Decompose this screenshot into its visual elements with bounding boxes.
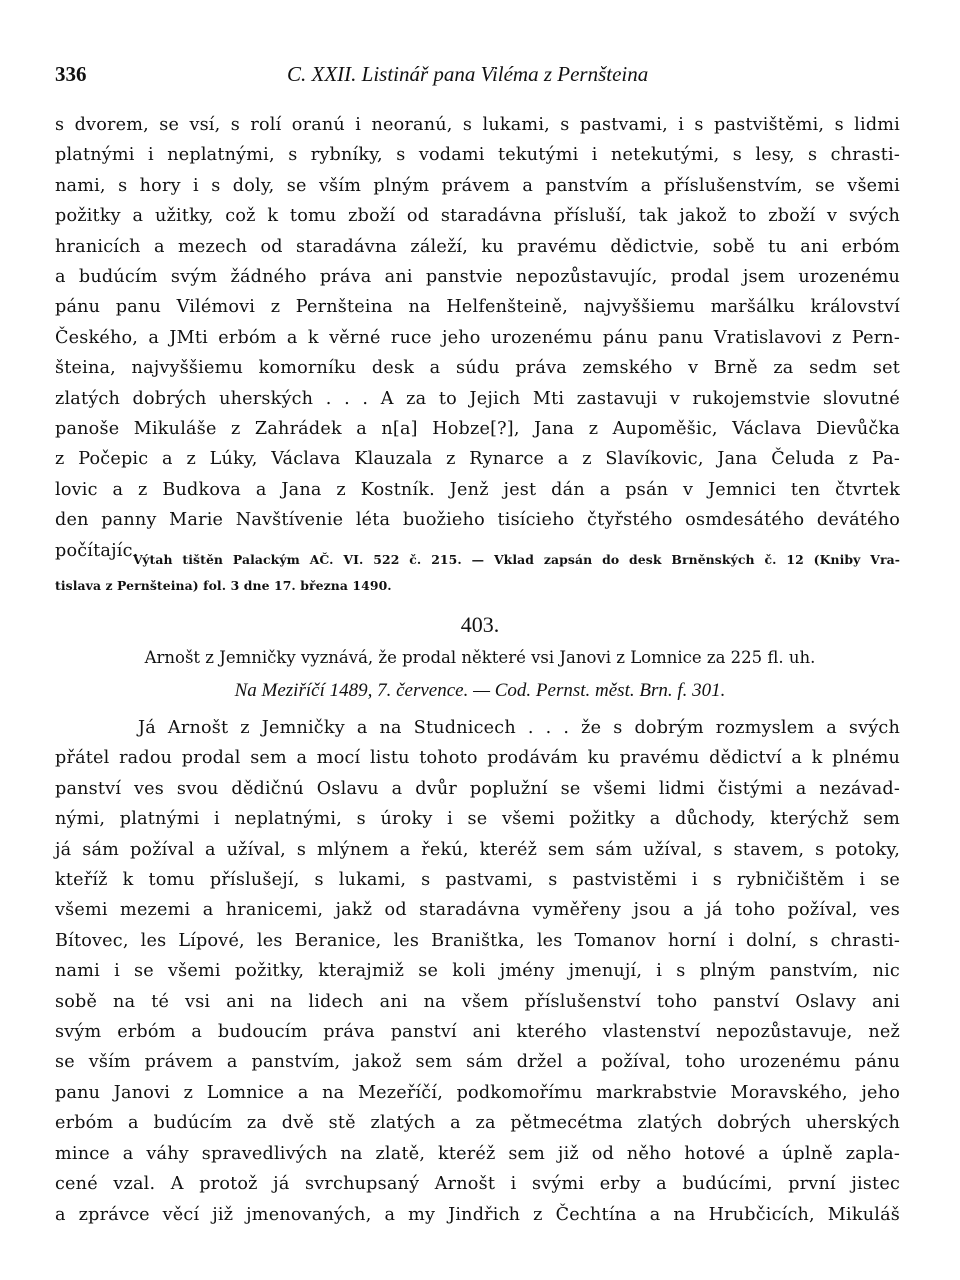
text-line: panoše Mikuláše z Zahrádek a n[a] Hobze[?], Jana z Aupoměšic, Václava Dievůčka xyxy=(55,419,900,440)
text-line: počítajíc. xyxy=(55,540,139,561)
text-line: den panny Marie Navštívenie léta buožieho tisícieho čtyřstého osmdesátého devátého xyxy=(55,510,900,531)
text-line: cené vzal. A protož já svrchupsaný Arnošt i svými erby a budúcími, první jistec xyxy=(55,1174,900,1195)
text-line: Bítovec, les Lípové, les Beranice, les Braništka, les Tomanov horní i dolní, s chrasti- xyxy=(55,930,900,951)
paragraph-continuation xyxy=(55,110,900,566)
editorial-note xyxy=(55,547,900,598)
text-line: nami, s hory i s doly, se vším plným právem a panstvím a příslušenstvím, se všemi xyxy=(55,175,900,196)
text-line: panu Janovi z Lomnice a na Mezeříčí, podkomořímu markrabstvie Moravského, jeho xyxy=(55,1082,900,1103)
text-line: sobě na té vsi ani na lidech ani na všem příslušenství toho panství Oslavy ani xyxy=(55,991,900,1012)
text-line: Českého, a JMti erbóm a k věrné ruce jeho urozenému pánu panu Vratislavovi z Pern- xyxy=(55,327,900,348)
text-line: nými, platnými i neplatnými, s úroky i se všemi požitky a důchody, kterýchž sem xyxy=(55,809,900,830)
page-number: 336 xyxy=(55,62,87,86)
running-head: C. XXII. Listinář pana Viléma z Pernšteina xyxy=(287,62,649,86)
document-number: 403. xyxy=(460,612,500,637)
text-line: kteříž k tomu příslušejí, s lukami, s pastvami, s pastvistěmi i s rybničištěm i se xyxy=(55,870,900,891)
text-line: z Počepic a z Lúky, Václava Klauzala z Rynarce a z Slavíkovic, Jana Čeluda z Pa- xyxy=(55,449,900,470)
text-line: všemi mezemi a hranicemi, jakž od staradávna vyměřeny jsou a já toho požíval, ves xyxy=(55,900,900,921)
note-line: tislava z Pernšteina) fol. 3 dne 17. března 1490. xyxy=(55,577,392,593)
text-line: se vším právem a panstvím, jakož sem sám držel a požíval, toho urozenému pánu xyxy=(55,1052,900,1073)
text-line: šteina, najvyššiemu komorníku desk a súdu práva zemského v Brně za sedm set xyxy=(55,358,900,379)
text-line: panství ves svou dědičnú Oslavu a dvůr poplužní se všemi lidmi čistými a nezávad- xyxy=(55,778,900,799)
text-line: mince a váhy spravedlivých na zlatě, kteréž sem již od něho hotové a úplně zapla- xyxy=(55,1143,900,1164)
document-text xyxy=(55,713,900,1230)
text-line: přátel radou prodal sem a mocí listu tohoto prodávám ku pravému dědictví a k plnému xyxy=(55,748,900,769)
text-line: svým erbóm a budoucím práva panství ani kterého vlastenství nepozůstavuje, než xyxy=(55,1022,900,1043)
text-line: hranicích a mezech od staradávna záleží, ku pravému dědictvie, sobě tu ani erbóm xyxy=(55,236,900,257)
text-line: zlatých dobrých uherských . . . A za to Jejich Mti zastavuji v rukojemstvie slovutné xyxy=(55,388,900,409)
text-line: lovic a z Budkova a Jana z Kostník. Jenž jest dán a psán v Jemnici ten čtvrtek xyxy=(55,479,900,500)
text-line: pánu panu Vilémovi z Pernšteina na Helfenšteině, najvyššiemu maršálku království xyxy=(55,297,900,318)
text-line: s dvorem, se vsí, s rolí oranú i neoranú, s lukami, s pastvami, i s pastvištěmi, s lidmi xyxy=(55,115,900,135)
text-line: a zprávce věcí již jmenovaných, a my Jindřich z Čechtína a na Hrubčicích, Mikuláš xyxy=(55,1204,900,1225)
text-line: erbóm a budúcím za dvě stě zlatých a za pětmecétma zlatých dobrých uherských xyxy=(55,1113,900,1134)
text-line: nami i se všemi požitky, kterajmiž se koli jmény jmenují, i s plným panstvím, nic xyxy=(55,961,900,982)
text-line: a budúcím svým žádného práva ani panstvie nepozůstavujíc, prodal jsem urozenému xyxy=(55,267,900,288)
document-source: Na Meziříčí 1489, 7. července. — Cod. Pernst. měst. Brn. f. 301. xyxy=(234,680,726,701)
text-line: já sám požíval a užíval, s mlýnem a řekú, kteréž sem sám užíval, s stavem, s potoky, xyxy=(55,839,900,860)
text-line: požitky a užitky, což k tomu zboží od staradávna přísluší, tak jakož to zboží v svých xyxy=(55,206,900,227)
page-header xyxy=(55,62,905,90)
text-line: Já Arnošt z Jemničky a na Studnicech . . . že s dobrým rozmyslem a svých xyxy=(138,718,900,738)
note-line: Výtah tištěn Palackým AČ. VI. 522 č. 215. — Vklad zapsán do desk Brněnských č. 12 (Kniby Vra- xyxy=(133,552,900,567)
document-summary: Arnošt z Jemničky vyznává, že prodal některé vsi Janovi z Lomnice za 225 fl. uh. xyxy=(144,648,816,667)
text-line: platnými i neplatnými, s rybníky, s vodami tekutými i netekutými, s lesy, s chrasti- xyxy=(55,145,900,166)
